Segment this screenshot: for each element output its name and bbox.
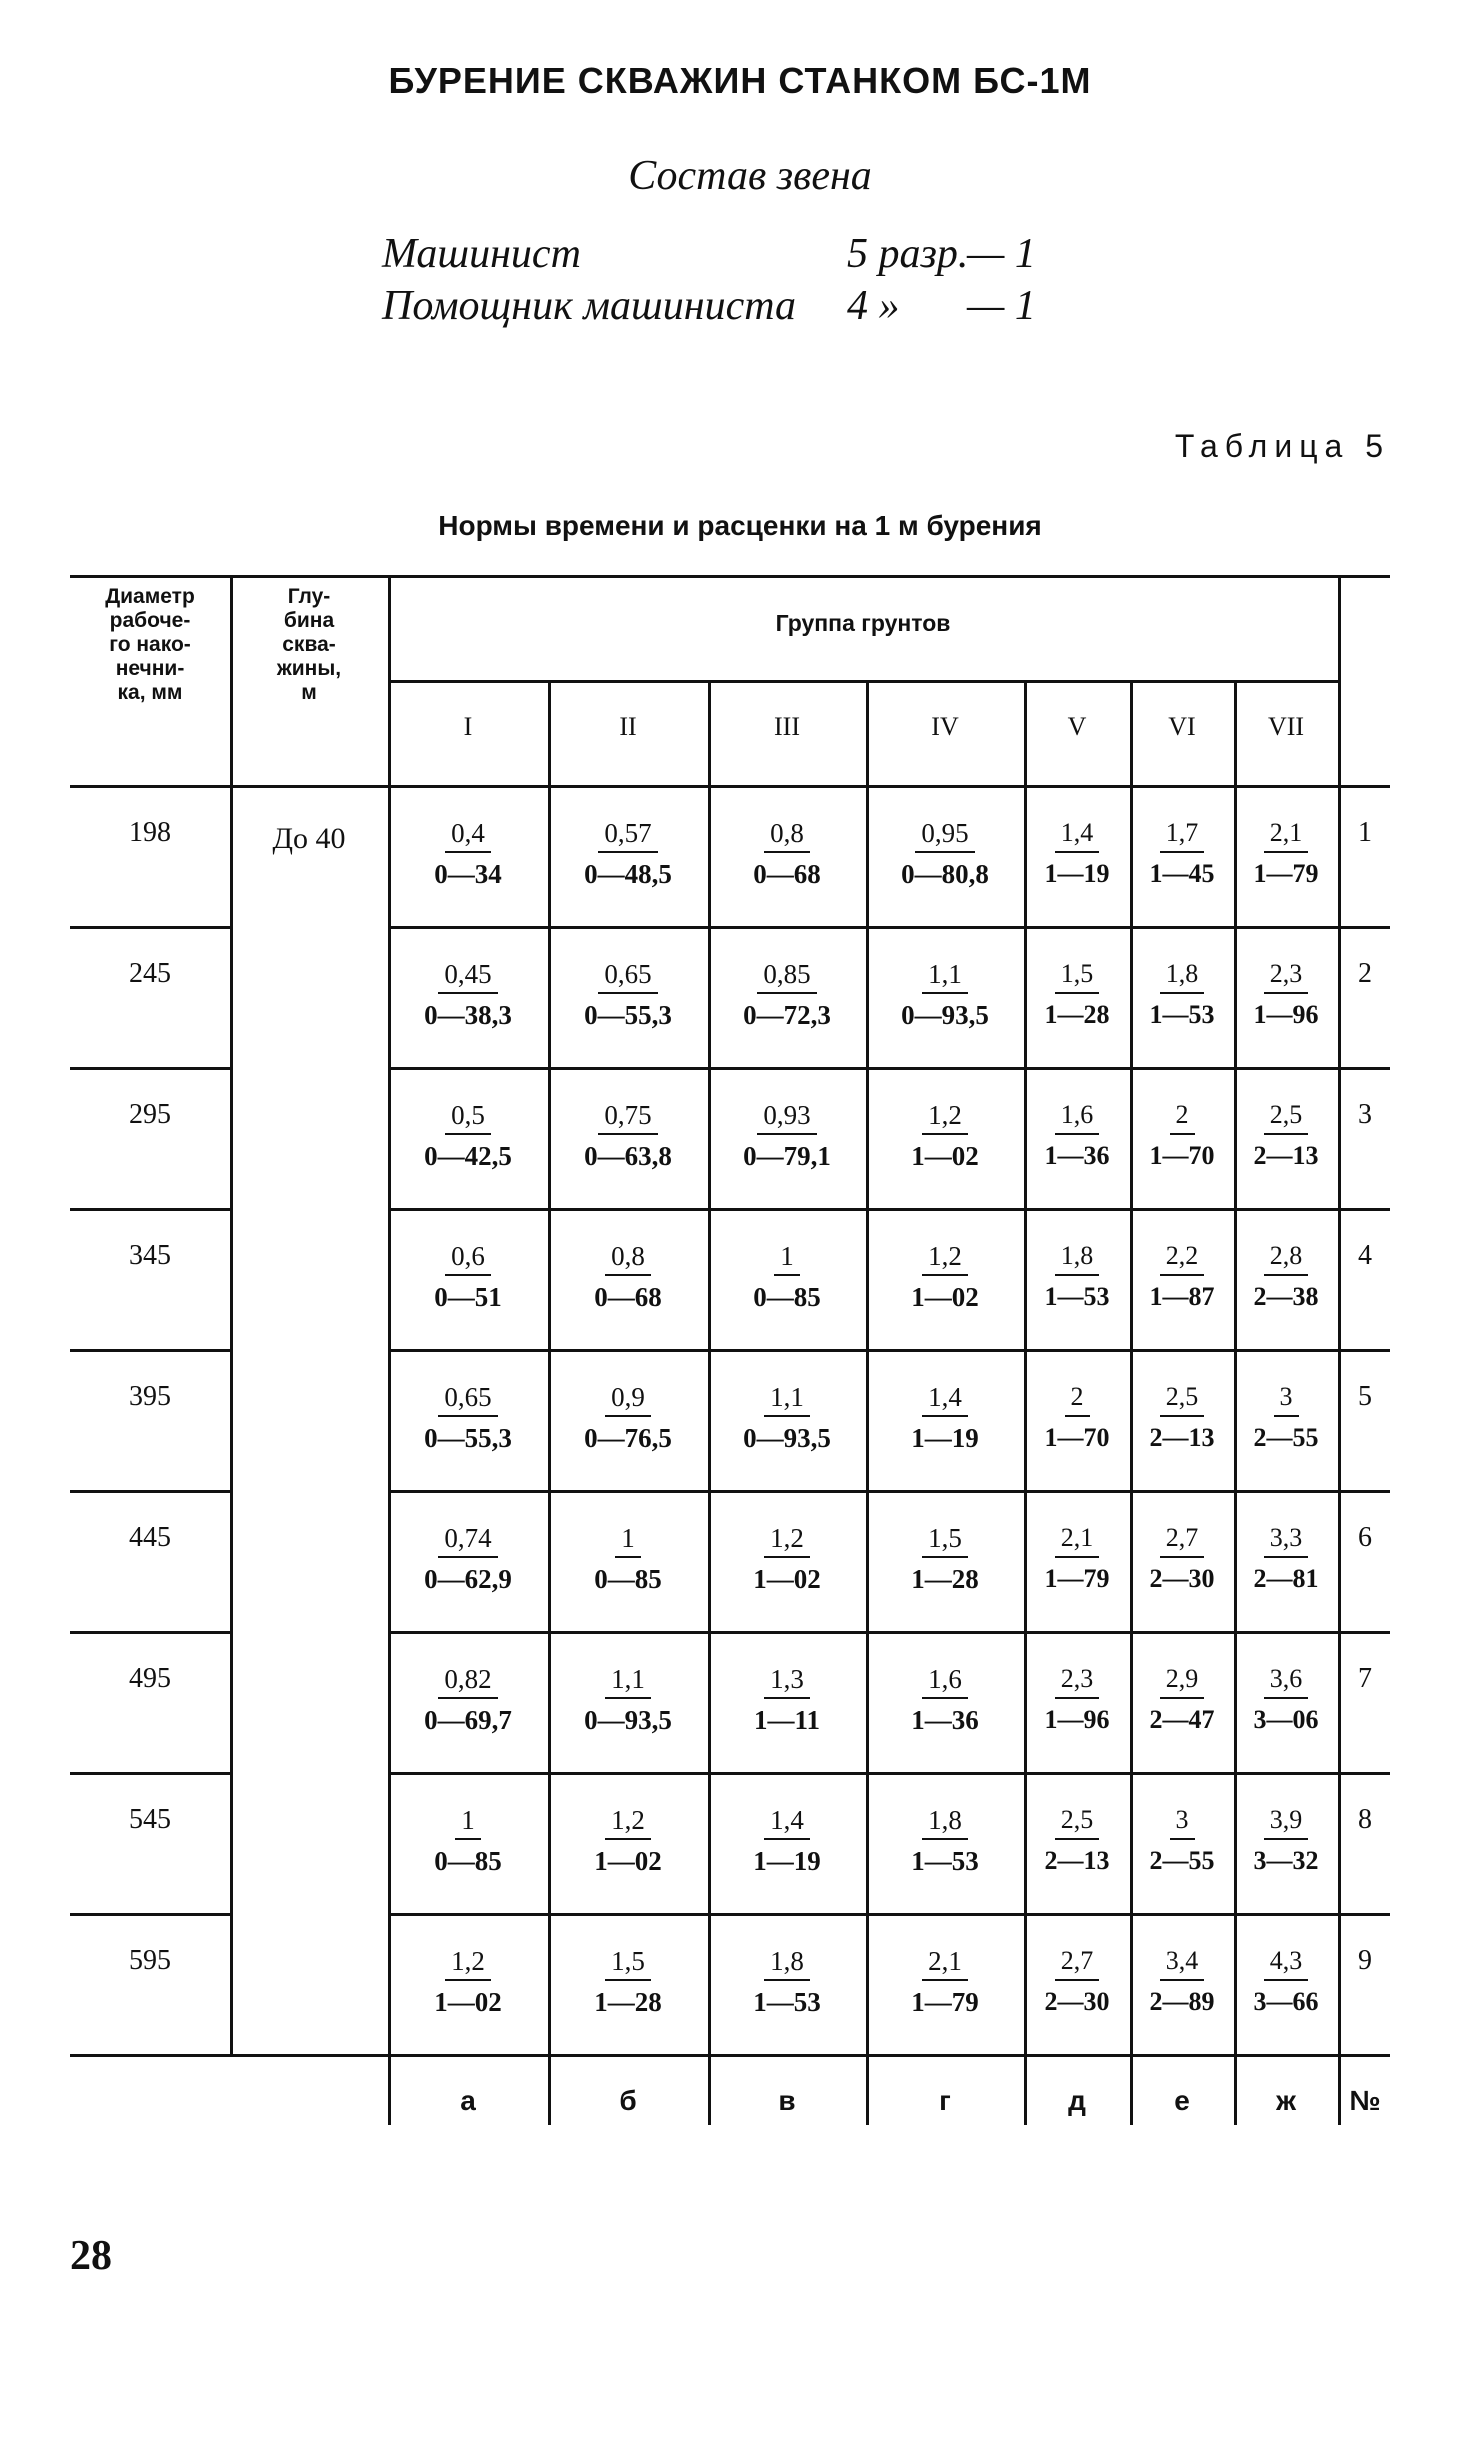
time-norm: 1: [455, 1802, 481, 1840]
rate-value: 3—32: [1253, 1846, 1319, 1875]
rate-value: 1—02: [753, 1564, 821, 1594]
rate-value: 2—38: [1253, 1282, 1319, 1311]
norm-cell: [1024, 1661, 1130, 1739]
time-norm: 1,1: [764, 1379, 810, 1417]
norm-cell: [1234, 815, 1338, 893]
row-divider: [388, 1349, 1390, 1352]
rate-value: 1—87: [1149, 1282, 1215, 1311]
rate-value: 1—28: [594, 1987, 662, 2017]
rate-value: 1—53: [911, 1846, 979, 1876]
row-divider: [70, 1349, 230, 1352]
time-norm: 1,6: [1055, 1097, 1100, 1135]
rate-value: 1—79: [1044, 1564, 1110, 1593]
diameter-cell: 198: [129, 817, 171, 848]
time-norm: 2,1: [922, 1943, 968, 1981]
norm-cell: [388, 1802, 548, 1880]
header-diameter-line: нечни-: [115, 657, 185, 680]
header-depth-line: жины,: [276, 657, 342, 680]
norm-cell: [708, 1520, 866, 1598]
diameter-cell: 395: [129, 1381, 171, 1412]
header-diameter-line: го нако-: [109, 633, 191, 656]
rate-value: 0—69,7: [424, 1705, 512, 1735]
norm-cell: [708, 1943, 866, 2021]
time-norm: 3,9: [1264, 1802, 1309, 1840]
table-number: Таблица 5: [1174, 428, 1390, 464]
time-norm: 0,75: [598, 1097, 657, 1135]
rate-value: 2—47: [1149, 1705, 1215, 1734]
time-norm: 1: [774, 1238, 800, 1276]
norm-cell: [866, 1379, 1024, 1457]
norm-cell: [1024, 1379, 1130, 1457]
rate-value: 1—19: [911, 1423, 979, 1453]
norm-cell: [708, 956, 866, 1034]
norm-cell: [866, 1097, 1024, 1175]
time-norm: 0,9: [605, 1379, 651, 1417]
time-norm: 3: [1274, 1379, 1299, 1417]
row-divider: [70, 1208, 230, 1211]
norm-cell: [388, 1097, 548, 1175]
rate-value: 0—80,8: [901, 859, 989, 889]
rate-value: 0—62,9: [424, 1564, 512, 1594]
time-norm: 3,3: [1264, 1520, 1309, 1558]
rate-value: 1—36: [911, 1705, 979, 1735]
time-norm: 0,45: [438, 956, 497, 994]
norm-cell: [866, 1520, 1024, 1598]
norm-cell: [1234, 1661, 1338, 1739]
rate-value: 1—45: [1149, 859, 1215, 888]
diameter-cell: 445: [129, 1522, 171, 1553]
row-divider: [388, 1067, 1390, 1070]
rate-value: 1—53: [753, 1987, 821, 2017]
rate-value: 0—93,5: [584, 1705, 672, 1735]
norm-cell: [548, 1238, 708, 1316]
time-norm: 0,82: [438, 1661, 497, 1699]
table-top-border: [70, 575, 1390, 578]
rate-value: 2—55: [1149, 1846, 1215, 1875]
time-norm: 0,93: [757, 1097, 816, 1135]
time-norm: 2,1: [1264, 815, 1309, 853]
time-norm: 2,7: [1055, 1943, 1100, 1981]
norm-cell: [1234, 956, 1338, 1034]
rate-value: 0—51: [434, 1282, 502, 1312]
time-norm: 2,9: [1160, 1661, 1205, 1699]
norm-cell: [548, 1520, 708, 1598]
time-norm: 1,8: [922, 1802, 968, 1840]
column-code: е: [1174, 2085, 1190, 2116]
crew-role: Машинист: [382, 231, 581, 277]
time-norm: 0,65: [598, 956, 657, 994]
row-divider: [388, 1208, 1390, 1211]
row-number-label: №: [1349, 2085, 1381, 2116]
rate-value: 2—13: [1149, 1423, 1215, 1452]
time-norm: 2,5: [1055, 1802, 1100, 1840]
row-divider: [70, 1772, 230, 1775]
row-number: 1: [1358, 817, 1372, 848]
rate-value: 1—02: [594, 1846, 662, 1876]
time-norm: 2,5: [1264, 1097, 1309, 1135]
rate-value: 0—93,5: [743, 1423, 831, 1453]
crew-qty: — 1: [967, 283, 1036, 329]
rate-value: 1—19: [1044, 859, 1110, 888]
column-code: а: [460, 2085, 476, 2116]
rate-value: 1—28: [1044, 1000, 1110, 1029]
norm-cell: [388, 956, 548, 1034]
norm-cell: [708, 1238, 866, 1316]
time-norm: 2,3: [1055, 1661, 1100, 1699]
rate-value: 0—38,3: [424, 1000, 512, 1030]
row-divider: [388, 926, 1390, 929]
rate-value: 1—53: [1149, 1000, 1215, 1029]
rate-value: 0—48,5: [584, 859, 672, 889]
norm-cell: [708, 1379, 866, 1457]
time-norm: 1,5: [922, 1520, 968, 1558]
rate-value: 3—06: [1253, 1705, 1319, 1734]
time-norm: 0,4: [445, 815, 491, 853]
header-divider: [388, 680, 1338, 683]
norm-cell: [866, 815, 1024, 893]
rate-value: 1—19: [753, 1846, 821, 1876]
rate-value: 2—81: [1253, 1564, 1319, 1593]
time-norm: 2,8: [1264, 1238, 1309, 1276]
page-title: БУРЕНИЕ СКВАЖИН СТАНКОМ БС-1М: [388, 60, 1092, 101]
rate-value: 2—55: [1253, 1423, 1319, 1452]
norm-cell: [388, 1661, 548, 1739]
time-norm: 1,2: [605, 1802, 651, 1840]
time-norm: 0,74: [438, 1520, 497, 1558]
rate-value: 1—79: [911, 1987, 979, 2017]
norm-cell: [388, 1238, 548, 1316]
time-norm: 1,2: [922, 1238, 968, 1276]
row-divider: [388, 1631, 1390, 1634]
header-group-3: III: [774, 712, 800, 741]
header-group-4: IV: [931, 712, 959, 741]
norm-cell: [708, 1802, 866, 1880]
rate-value: 0—63,8: [584, 1141, 672, 1171]
crew-list: [382, 228, 1102, 332]
header-group-1: I: [463, 712, 473, 741]
norm-cell: [866, 1943, 1024, 2021]
norm-cell: [388, 1943, 548, 2021]
rate-value: 0—79,1: [743, 1141, 831, 1171]
time-norm: 2,7: [1160, 1520, 1205, 1558]
time-norm: 0,85: [757, 956, 816, 994]
time-norm: 0,8: [764, 815, 810, 853]
rate-value: 1—96: [1253, 1000, 1319, 1029]
rate-value: 1—02: [911, 1141, 979, 1171]
diameter-cell: 295: [129, 1099, 171, 1130]
rate-value: 0—42,5: [424, 1141, 512, 1171]
row-divider: [388, 1490, 1390, 1493]
crew-grade: 4 »: [847, 283, 900, 329]
header-group-7: VII: [1267, 712, 1305, 741]
rate-value: 2—13: [1044, 1846, 1110, 1875]
time-norm: 1,3: [764, 1661, 810, 1699]
norm-cell: [866, 956, 1024, 1034]
time-norm: 1,1: [922, 956, 968, 994]
row-number: 5: [1358, 1381, 1372, 1412]
norm-cell: [1130, 1661, 1234, 1739]
time-norm: 3,6: [1264, 1661, 1309, 1699]
rate-value: 0—85: [434, 1846, 502, 1876]
depth-value: До 40: [272, 822, 346, 855]
rate-value: 2—89: [1149, 1987, 1215, 2016]
norm-cell: [866, 1238, 1024, 1316]
norm-cell: [1234, 1379, 1338, 1457]
row-divider: [70, 1067, 230, 1070]
column-code: б: [619, 2085, 637, 2116]
rate-value: 0—68: [753, 859, 821, 889]
norm-cell: [708, 1097, 866, 1175]
row-divider: [70, 926, 230, 929]
row-divider: [70, 1490, 230, 1493]
norm-cell: [1024, 1802, 1130, 1880]
page-number: 28: [70, 2233, 112, 2279]
row-number: 6: [1358, 1522, 1372, 1553]
time-norm: 1: [615, 1520, 641, 1558]
norm-cell: [1130, 1379, 1234, 1457]
time-norm: 3: [1170, 1802, 1195, 1840]
diameter-cell: 495: [129, 1663, 171, 1694]
col-divider: [388, 575, 391, 2125]
time-norm: 2,5: [1160, 1379, 1205, 1417]
header-depth-line: сква-: [282, 633, 336, 656]
norm-cell: [1024, 1943, 1130, 2021]
time-norm: 1,8: [764, 1943, 810, 1981]
table-caption: Нормы времени и расценки на 1 м бурения: [438, 510, 1042, 541]
row-number: 9: [1358, 1945, 1372, 1976]
norm-cell: [388, 1379, 548, 1457]
header-diameter: [70, 585, 230, 705]
time-norm: 0,65: [438, 1379, 497, 1417]
norm-cell: [708, 1661, 866, 1739]
time-norm: 2,2: [1160, 1238, 1205, 1276]
diameter-cell: 345: [129, 1240, 171, 1271]
norm-cell: [548, 1802, 708, 1880]
time-norm: 1,8: [1160, 956, 1205, 994]
row-divider: [70, 1631, 230, 1634]
time-norm: 1,5: [1055, 956, 1100, 994]
norm-cell: [1130, 1943, 1234, 2021]
rate-value: 0—34: [434, 859, 502, 889]
row-number: 7: [1358, 1663, 1372, 1694]
time-norm: 1,4: [1055, 815, 1100, 853]
crew-subtitle: Состав звена: [628, 153, 872, 199]
norm-cell: [548, 956, 708, 1034]
time-norm: 0,8: [605, 1238, 651, 1276]
norm-cell: [1130, 815, 1234, 893]
crew-grade: 5 разр.: [847, 231, 969, 277]
rate-value: 2—30: [1044, 1987, 1110, 2016]
rate-value: 0—55,3: [424, 1423, 512, 1453]
time-norm: 1,7: [1160, 815, 1205, 853]
norm-cell: [388, 1520, 548, 1598]
col-divider: [1338, 575, 1341, 2125]
rate-value: 3—66: [1253, 1987, 1319, 2016]
rate-value: 2—30: [1149, 1564, 1215, 1593]
norm-cell: [866, 1802, 1024, 1880]
norm-cell: [1130, 1802, 1234, 1880]
rate-value: 0—85: [753, 1282, 821, 1312]
column-code: ж: [1276, 2085, 1296, 2116]
rate-value: 1—02: [911, 1282, 979, 1312]
crew-row: [382, 228, 1102, 280]
header-diameter-line: рабоче-: [109, 609, 191, 632]
norm-cell: [388, 815, 548, 893]
header-bottom-border: [70, 785, 1390, 788]
norm-cell: [548, 1097, 708, 1175]
norm-cell: [1130, 1520, 1234, 1598]
norm-cell: [1234, 1097, 1338, 1175]
time-norm: 0,95: [915, 815, 974, 853]
row-number: 4: [1358, 1240, 1372, 1271]
time-norm: 1,6: [922, 1661, 968, 1699]
crew-qty: — 1: [967, 231, 1036, 277]
crew-row: [382, 280, 1102, 332]
rate-value: 1—11: [753, 1705, 820, 1735]
header-depth: [232, 585, 386, 705]
header-group-5: V: [1067, 712, 1087, 741]
rate-value: 0—72,3: [743, 1000, 831, 1030]
diameter-cell: 245: [129, 958, 171, 989]
row-number: 2: [1358, 958, 1372, 989]
time-norm: 1,2: [922, 1097, 968, 1135]
rate-value: 1—02: [434, 1987, 502, 2017]
diameter-cell: 595: [129, 1945, 171, 1976]
norm-cell: [548, 1661, 708, 1739]
time-norm: 0,5: [445, 1097, 491, 1135]
rate-value: 0—93,5: [901, 1000, 989, 1030]
norm-cell: [1130, 956, 1234, 1034]
time-norm: 1,5: [605, 1943, 651, 1981]
header-group-6: VI: [1168, 712, 1196, 741]
norm-cell: [548, 1943, 708, 2021]
time-norm: 1,4: [764, 1802, 810, 1840]
row-number: 3: [1358, 1099, 1372, 1130]
time-norm: 1,2: [445, 1943, 491, 1981]
norm-cell: [1130, 1097, 1234, 1175]
column-code: д: [1068, 2085, 1086, 2116]
header-diameter-line: Диаметр: [105, 585, 195, 608]
norm-cell: [1024, 1520, 1130, 1598]
time-norm: 0,57: [598, 815, 657, 853]
norm-cell: [1130, 1238, 1234, 1316]
diameter-cell: 545: [129, 1804, 171, 1835]
time-norm: 1,8: [1055, 1238, 1100, 1276]
time-norm: 1,4: [922, 1379, 968, 1417]
time-norm: 1,2: [764, 1520, 810, 1558]
header-depth-line: м: [301, 681, 317, 704]
norm-cell: [866, 1661, 1024, 1739]
time-norm: 4,3: [1264, 1943, 1309, 1981]
table-bottom-border: [70, 2054, 1390, 2057]
rate-value: 0—76,5: [584, 1423, 672, 1453]
norm-cell: [1024, 1238, 1130, 1316]
row-divider: [70, 1913, 230, 1916]
header-group-2: II: [619, 712, 637, 741]
column-code: г: [939, 2085, 951, 2116]
norm-cell: [548, 815, 708, 893]
time-norm: 2,1: [1055, 1520, 1100, 1558]
time-norm: 1,1: [605, 1661, 651, 1699]
norm-cell: [1024, 1097, 1130, 1175]
rate-value: 1—96: [1044, 1705, 1110, 1734]
norm-cell: [1234, 1238, 1338, 1316]
rate-value: 1—53: [1044, 1282, 1110, 1311]
rate-value: 0—85: [594, 1564, 662, 1594]
rate-value: 1—79: [1253, 859, 1319, 888]
header-depth-line: Глу-: [287, 585, 331, 608]
rate-value: 1—70: [1149, 1141, 1215, 1170]
row-divider: [388, 1913, 1390, 1916]
rate-value: 1—70: [1044, 1423, 1110, 1452]
header-diameter-line: ка, мм: [117, 681, 183, 704]
crew-role: Помощник машиниста: [382, 283, 797, 329]
header-depth-line: бина: [283, 609, 335, 632]
header-soil-group: Группа грунтов: [775, 610, 951, 636]
norm-cell: [548, 1379, 708, 1457]
rate-value: 2—13: [1253, 1141, 1319, 1170]
norm-cell: [1234, 1802, 1338, 1880]
rate-value: 1—28: [911, 1564, 979, 1594]
norm-cell: [1234, 1520, 1338, 1598]
time-norm: 3,4: [1160, 1943, 1205, 1981]
norm-cell: [1024, 956, 1130, 1034]
time-norm: 0,6: [445, 1238, 491, 1276]
time-norm: 2: [1170, 1097, 1195, 1135]
rate-value: 0—55,3: [584, 1000, 672, 1030]
rate-value: 0—68: [594, 1282, 662, 1312]
norm-cell: [1234, 1943, 1338, 2021]
time-norm: 2: [1065, 1379, 1090, 1417]
rate-value: 1—36: [1044, 1141, 1110, 1170]
norm-cell: [708, 815, 866, 893]
row-divider: [388, 1772, 1390, 1775]
column-code: в: [778, 2085, 796, 2116]
row-number: 8: [1358, 1804, 1372, 1835]
norm-cell: [1024, 815, 1130, 893]
col-divider: [230, 575, 233, 2054]
time-norm: 2,3: [1264, 956, 1309, 994]
